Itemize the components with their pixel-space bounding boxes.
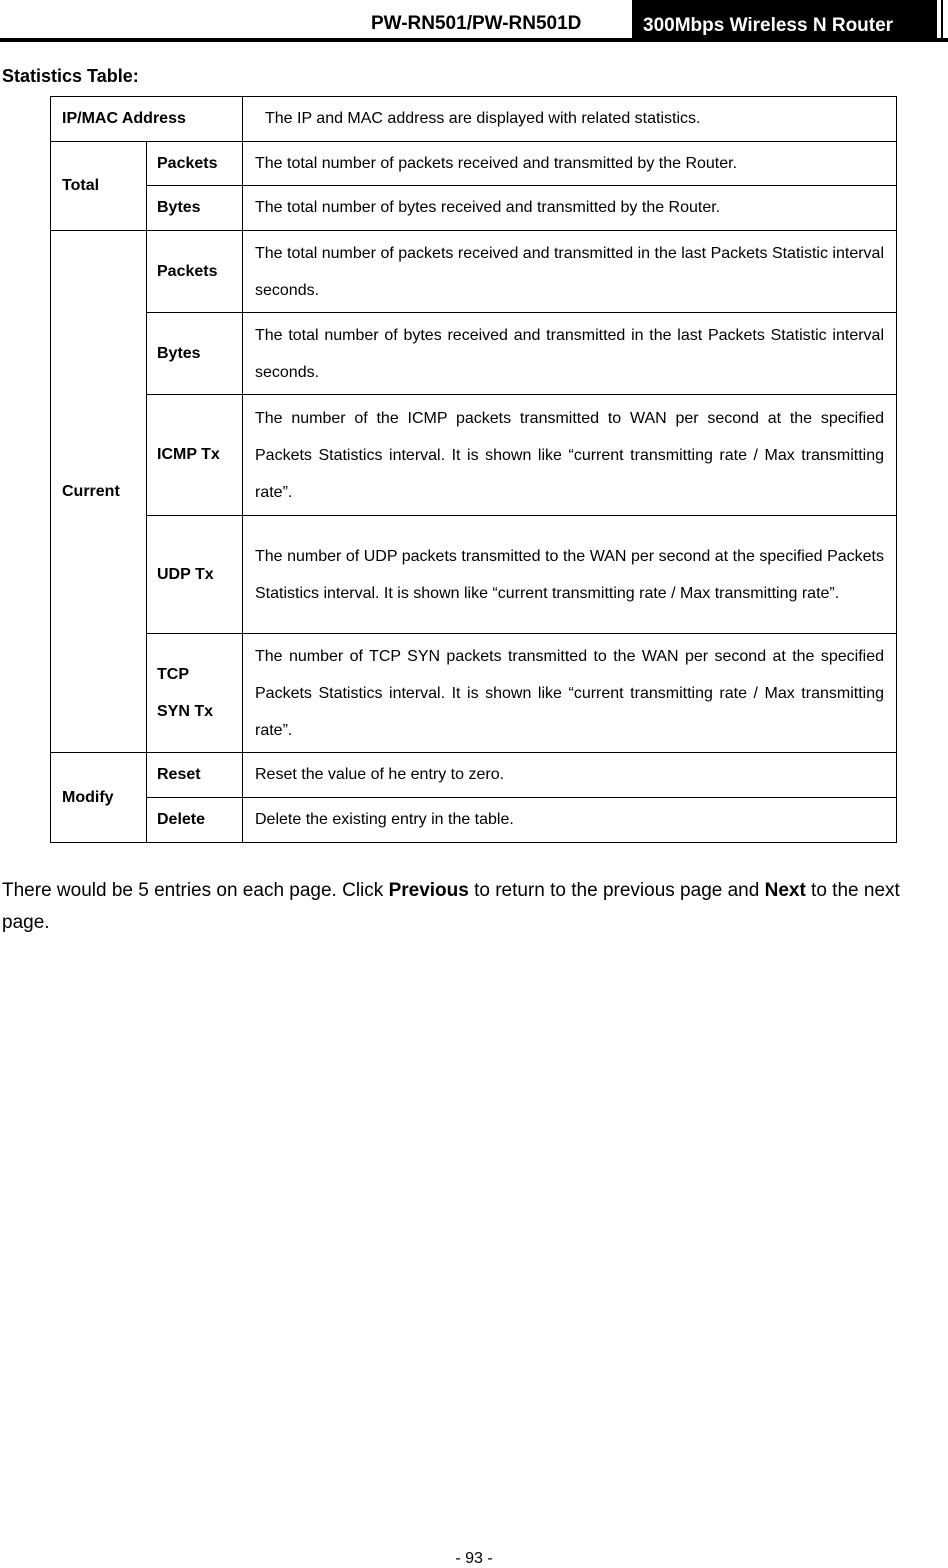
modify-delete-label: Delete	[147, 798, 243, 843]
current-tcp-desc: The number of TCP SYN packets transmitted to the WAN per second at the specified Packets Statistics interval. It is shown like “current transmitting rate / Max transmitting rate”.	[243, 634, 897, 753]
statistics-table	[50, 96, 897, 843]
total-label: Total	[51, 142, 147, 231]
header-model: PW-RN501/PW-RN501D	[371, 13, 582, 34]
para-part1: There would be 5 entries on each page. Click	[2, 880, 389, 901]
table-row	[51, 634, 897, 753]
ip-mac-label: IP/MAC Address	[51, 97, 243, 142]
para-next: Next	[764, 880, 806, 901]
table-row	[51, 313, 897, 395]
current-bytes-desc: The total number of bytes received and transmitted in the last Packets Statistic interval seconds.	[243, 313, 897, 395]
current-tcp-label-line2: SYN Tx	[157, 703, 214, 720]
table-row	[51, 395, 897, 516]
current-packets-desc: The total number of packets received and transmitted in the last Packets Statistic interval seconds.	[243, 231, 897, 313]
current-tcp-label-line1: TCP	[157, 666, 189, 683]
current-icmp-desc: The number of the ICMP packets transmitted to WAN per second at the specified Packets Statistics interval. It is shown like “current transmitting rate / Max transmitting rate”.	[243, 395, 897, 516]
modify-label: Modify	[51, 753, 147, 843]
current-tcp-label	[147, 634, 243, 753]
table-row	[51, 142, 897, 186]
total-bytes-label: Bytes	[147, 186, 243, 231]
header-rule	[0, 38, 948, 42]
page-header	[0, 0, 948, 42]
modify-reset-label: Reset	[147, 753, 243, 798]
pagination-paragraph	[2, 875, 946, 939]
table-row	[51, 186, 897, 231]
table-row	[51, 753, 897, 798]
modify-reset-desc: Reset the value of he entry to zero.	[243, 753, 897, 798]
table-row	[51, 798, 897, 843]
header-gap	[937, 0, 941, 38]
page-number: - 93 -	[455, 1550, 493, 1567]
header-product-box	[632, 0, 943, 38]
para-part3: to the next page.	[2, 880, 900, 933]
para-part2: to return to the previous page and	[468, 880, 765, 901]
total-packets-label: Packets	[147, 142, 243, 186]
para-previous: Previous	[388, 880, 469, 901]
current-label: Current	[51, 231, 147, 753]
ip-mac-desc: The IP and MAC address are displayed with related statistics.	[243, 97, 897, 142]
header-product: 300Mbps Wireless N Router	[643, 15, 894, 36]
section-title: Statistics Table:	[2, 66, 139, 86]
total-packets-desc: The total number of packets received and transmitted by the Router.	[243, 142, 897, 186]
current-packets-label: Packets	[147, 231, 243, 313]
total-bytes-desc: The total number of bytes received and transmitted by the Router.	[243, 186, 897, 231]
table-row	[51, 516, 897, 634]
current-bytes-label: Bytes	[147, 313, 243, 395]
table-row	[51, 97, 897, 142]
current-udp-label: UDP Tx	[147, 516, 243, 634]
modify-delete-desc: Delete the existing entry in the table.	[243, 798, 897, 843]
current-udp-desc: The number of UDP packets transmitted to the WAN per second at the specified Packets Statistics interval. It is shown like “current transmitting rate / Max transmitting rate”.	[243, 516, 897, 634]
current-icmp-label: ICMP Tx	[147, 395, 243, 516]
table-row	[51, 231, 897, 313]
